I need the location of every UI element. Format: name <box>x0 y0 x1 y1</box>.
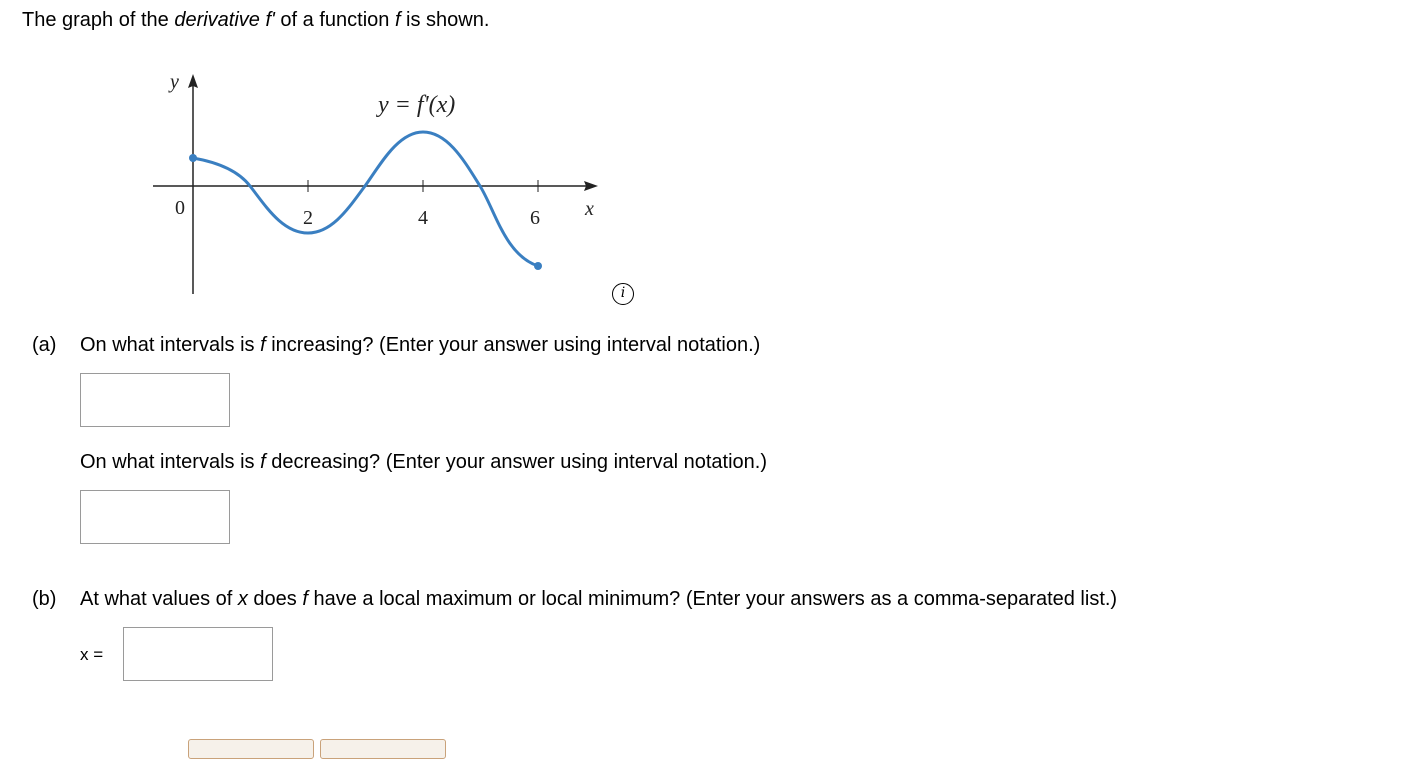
intro-derivative: derivative f' <box>174 9 275 31</box>
origin-label: 0 <box>175 197 185 219</box>
bottom-button-2[interactable] <box>320 739 446 759</box>
part-b-label: (b) <box>32 588 57 610</box>
q2-text-3: decreasing? (Enter your answer using interval notation.) <box>265 451 768 473</box>
decreasing-intervals-input[interactable] <box>80 490 230 544</box>
qb-variable-x: x <box>237 588 248 610</box>
part-a-question-decreasing <box>80 450 767 474</box>
increasing-intervals-input[interactable] <box>80 373 230 427</box>
tick-label-2: 2 <box>303 207 313 229</box>
qb-text-1: At what values of <box>80 588 238 610</box>
qb-text-3: does <box>247 588 303 610</box>
part-b-question <box>80 587 1117 611</box>
info-icon[interactable]: i <box>612 283 634 305</box>
x-axis-arrowhead <box>584 181 598 191</box>
derivative-curve <box>193 132 538 266</box>
curve-label: y = f'(x) <box>378 92 456 118</box>
intro-part-1: The graph of the <box>22 9 175 31</box>
q1-text-3: increasing? (Enter your answer using interval notation.) <box>265 334 761 356</box>
local-extrema-input[interactable] <box>123 627 273 681</box>
bottom-button-1[interactable] <box>188 739 314 759</box>
derivative-graph <box>0 0 700 310</box>
q1-text-1: On what intervals is <box>80 334 261 356</box>
q2-text-1: On what intervals is <box>80 451 261 473</box>
qb-function-f: f <box>302 588 308 610</box>
y-axis-arrowhead <box>188 74 198 88</box>
part-a-label: (a) <box>32 334 57 356</box>
q1-function-f: f <box>260 334 266 356</box>
tick-label-6: 6 <box>530 207 540 229</box>
curve-end-point <box>534 262 542 270</box>
x-equals-label: x = <box>80 645 104 664</box>
y-axis-label: y <box>170 71 179 93</box>
tick-label-4: 4 <box>418 207 428 229</box>
x-axis-label: x <box>585 198 594 220</box>
intro-part-3: of a function <box>274 9 395 31</box>
q2-function-f: f <box>260 451 266 473</box>
qb-text-5: have a local maximum or local minimum? (Enter your answers as a comma-separated list.) <box>307 588 1118 610</box>
intro-function-f: f <box>394 9 401 31</box>
intro-part-5: is shown. <box>400 9 490 31</box>
part-a-question-increasing <box>80 333 760 357</box>
curve-start-point <box>189 154 197 162</box>
